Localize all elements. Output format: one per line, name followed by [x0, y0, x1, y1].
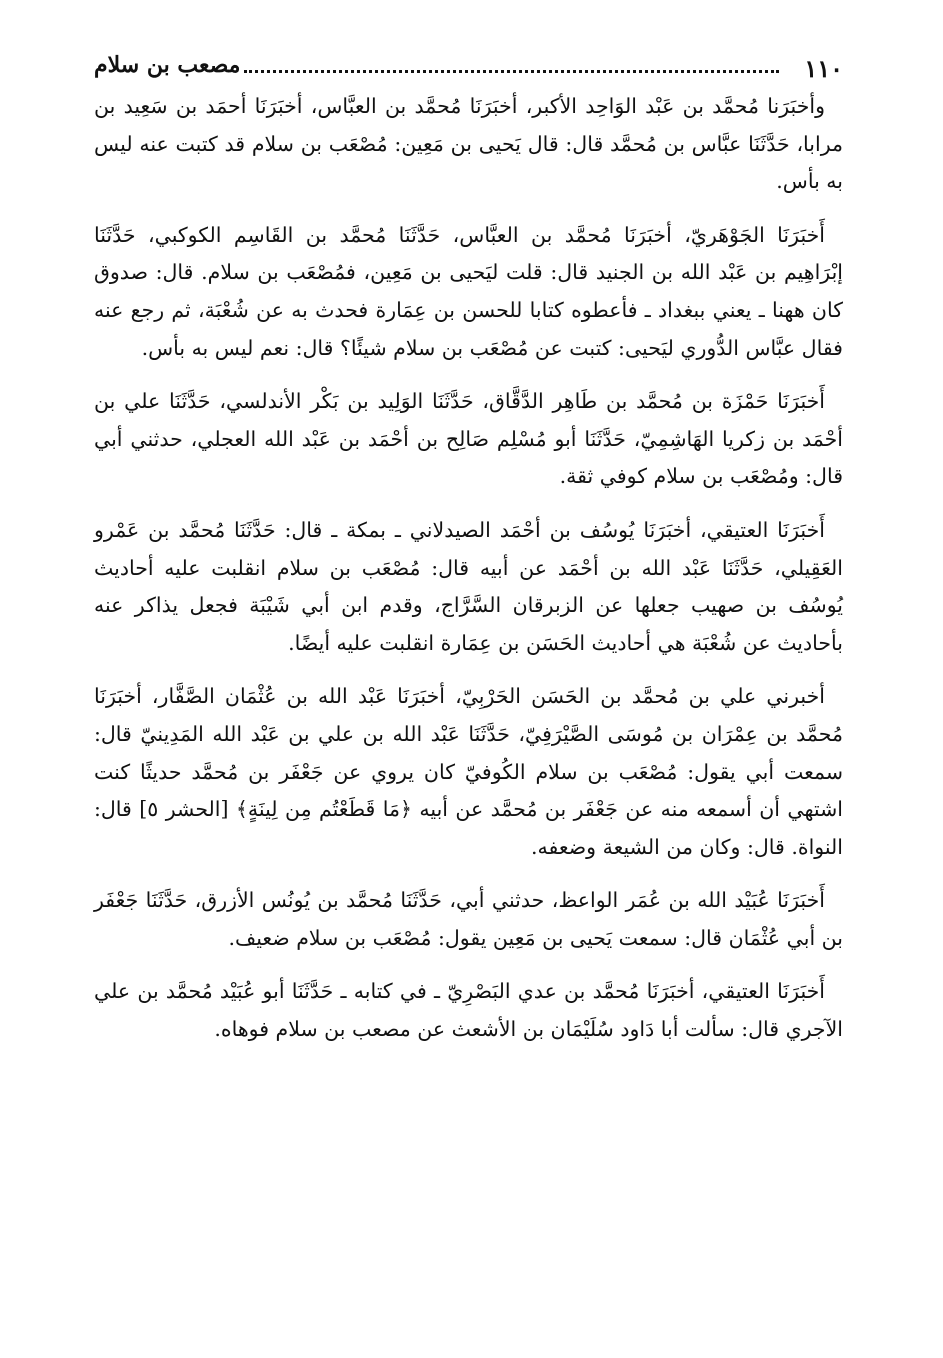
running-title: مصعب بن سلام [94, 52, 241, 78]
body-text [94, 88, 843, 1049]
paragraph-gap [94, 957, 843, 973]
paragraph-4: أَخبَرَنَا العتيقي، أخبَرَنَا يُوسُف بن أحْمَد الصيدلاني ـ بمكة ـ قال: حَدَّثَنَا مُحمَّد بن عَمْرو العَقِيلي، حَدَّثَنَا عَبْد الله بن أحْمَد عن أبيه قال: مُصْعَب بن سلام انقلبت عليه أحاديث يُوسُف بن صهيب جعلها عن الزبرقان السَّرَّاج، وقدم ابن أبي شَيْبَة فجعل يذاكر عنه بأحاديث عن شُعْبَة هي أحاديث الحَسَن بن عِمَارة انقلبت عليه أيضًا. [94, 517, 843, 655]
paragraph-1: وأخبَرَنا مُحمَّد بن عَبْد الوَاحِد الأكبر، أخبَرَنَا مُحمَّد بن العبَّاس، أخبَرَنَا أحمَد بن سَعِيد بن مرابا، حَدَّثَنَا عبَّاس بن مُحمَّد قال: قال يَحيى بن مَعِين: مُصْعَب بن سلام قد كتبت عنه ليس به بأس. [94, 94, 843, 194]
paragraph-6: أَخبَرَنَا عُبَيْد الله بن عُمَر الواعظ، حدثني أبي، حَدَّثَنَا مُحمَّد بن يُونُس الأزرق، حَدَّثَنَا جَعْفَر بن أبي عُثْمَان قال: سمعت يَحيى بن مَعِين يقول: مُصْعَب بن سلام ضعيف. [94, 888, 843, 950]
paragraph-5: أخبرني علي بن مُحمَّد بن الحَسَن الحَرْبِيّ، أخبَرَنَا عَبْد الله بن عُثْمَان الصَّفَّار، أخبَرَنَا مُحمَّد بن عِمْرَان بن مُوسَى الصَّيْرَفِيّ، حَدَّثَنَا عَبْد الله بن علي بن عَبْد الله المَدِينيّ قال: سمعت أبي يقول: مُصْعَب بن سلام الكُوفيّ كان يروي عن جَعْفَر بن مُحمَّد حديثًا كنت اشتهي أن أسمعه منه عن جَعْفَر بن مُحمَّد عن أبيه ﴿مَا قَطَعْتُم مِن لِينَةٍ﴾ [الحشر ٥] قال: النواة. قال: وكان من الشيعة وضعفه. [94, 684, 843, 859]
paragraph-gap [94, 201, 843, 217]
paragraph-gap [94, 866, 843, 882]
page-number: ١١٠ [804, 54, 843, 83]
leader-dots [244, 70, 779, 73]
running-head [94, 52, 843, 86]
paragraph-gap [94, 662, 843, 678]
paragraph-gap [94, 496, 843, 512]
paragraph-2: أَخبَرَنَا الجَوْهَريّ، أخبَرَنَا مُحمَّد بن العبَّاس، حَدَّثَنَا مُحمَّد بن القَاسِم الكوكبي، حَدَّثَنَا إبْرَاهِيم بن عَبْد الله بن الجنيد قال: قلت ليَحيى بن مَعِين، فمُصْعَب بن سلام. قال: صدوق كان ههنا ـ يعني ببغداد ـ فأعطوه كتابا للحسن بن عِمَارة فحدث به عن شُعْبَة، ثم رجع عنه فقال عبَّاس الدُّوري ليَحيى: كتبت عن مُصْعَب بن سلام شيئًا؟ قال: نعم ليس به بأس. [94, 222, 843, 360]
paragraph-3: أَخبَرَنَا حَمْزَة بن مُحمَّد بن طَاهِر الدَّقَّاق، حَدَّثَنَا الوَلِيد بن بَكْر الأندلسي، حَدَّثَنَا علي بن أحْمَد بن زكريا الهَاشِمِيّ، حَدَّثَنَا أبو مُسْلِم صَالِح بن أحْمَد بن عَبْد الله العجلي، حدثني أبي قال: ومُصْعَب بن سلام كوفي ثقة. [94, 389, 843, 489]
paragraph-7: أَخبَرَنَا العتيقي، أخبَرَنَا مُحمَّد بن عدي البَصْرِيّ ـ في كتابه ـ حَدَّثَنَا أبو عُبَيْد مُحمَّد بن علي الآجري قال: سألت أبا دَاود سُلَيْمَان بن الأشعث عن مصعب بن سلام فوهاه. [94, 979, 843, 1042]
paragraph-gap [94, 367, 843, 383]
